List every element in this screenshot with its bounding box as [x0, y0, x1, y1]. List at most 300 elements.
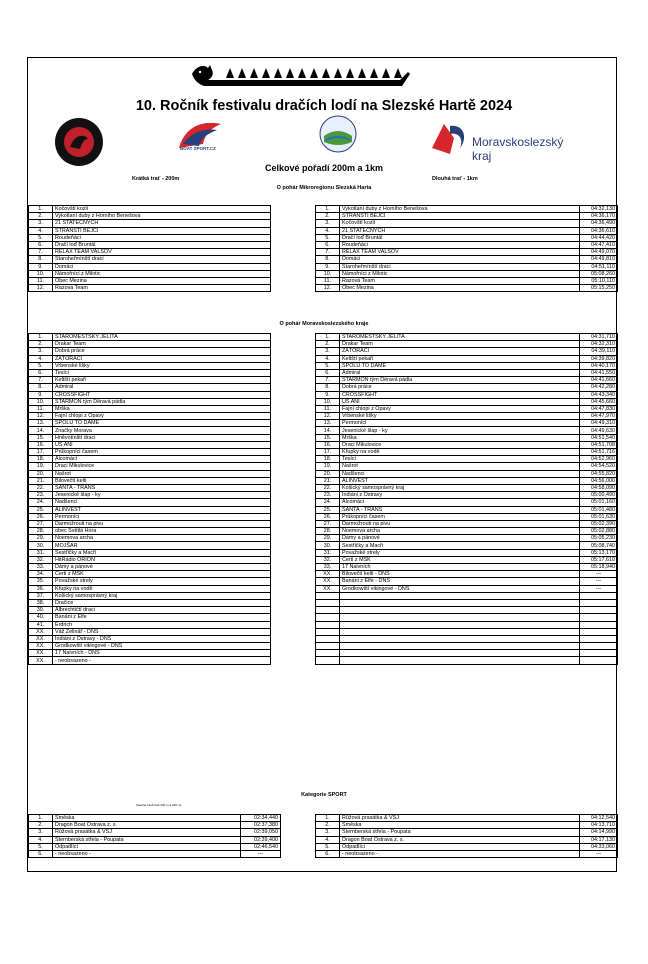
time-cell: 04:51,540	[580, 434, 618, 441]
team-name-cell: Růžová prasátka & VSJ	[340, 815, 580, 822]
rank-cell: 14.	[316, 427, 340, 434]
rank-cell: 1.	[29, 334, 53, 341]
team-name-cell: Dragon Boat Ostrava z. s.	[340, 836, 580, 843]
team-name-cell: Obec Mezina	[340, 285, 580, 292]
rank-cell: 22.	[316, 484, 340, 491]
rank-cell: 2.	[316, 213, 340, 220]
time-cell: 05:05,230	[580, 535, 618, 542]
rank-cell: 19.	[29, 463, 53, 470]
rank-cell: 5.	[316, 362, 340, 369]
time-cell: 04:40,170	[580, 362, 618, 369]
time-cell	[580, 643, 618, 650]
team-name-cell: Šternberská střela - Poupata	[340, 829, 580, 836]
team-name-cell: Jesenické šlap - ky	[340, 427, 580, 434]
time-cell: 04:17,130	[580, 836, 618, 843]
table-row	[29, 513, 271, 520]
team-name-cell: Tesíci	[53, 369, 271, 376]
table-row	[316, 449, 618, 456]
table-row	[316, 427, 618, 434]
time-cell: 02:34,440	[241, 815, 281, 822]
table-row	[29, 822, 281, 829]
time-cell: 04:47,970	[580, 413, 618, 420]
table-row	[29, 829, 281, 836]
table-row	[29, 815, 281, 822]
rank-cell: 21.	[316, 477, 340, 484]
time-cell: 04:55,820	[580, 470, 618, 477]
rank-cell: 40.	[29, 614, 53, 621]
table-row	[316, 614, 618, 621]
team-name-cell: Bilovečtí kelti - DNS	[340, 571, 580, 578]
rank-cell	[316, 643, 340, 650]
table-row	[316, 520, 618, 527]
table-row	[29, 499, 271, 506]
time-cell: 05:01,160	[580, 499, 618, 506]
rank-cell: 3.	[316, 220, 340, 227]
time-cell: 04:54,520	[580, 463, 618, 470]
table-row	[29, 650, 271, 657]
rank-cell: 32.	[29, 556, 53, 563]
table-row	[316, 592, 618, 599]
rank-cell: 2.	[29, 341, 53, 348]
team-name-cell: Považské strely	[53, 578, 271, 585]
region-logo-line1: Moravskoslezský	[472, 135, 564, 149]
team-name-cell: Staroheřmínští draci	[340, 263, 580, 270]
team-name-cell	[340, 635, 580, 642]
rank-cell: 9.	[316, 263, 340, 270]
table-row	[316, 362, 618, 369]
time-cell: 04:51,110	[580, 263, 618, 270]
rank-cell: 17.	[316, 449, 340, 456]
time-cell: 05:08,740	[580, 542, 618, 549]
rank-cell: 5.	[316, 843, 340, 850]
team-name-cell: STAROMĚSTSKÝ JELITA	[53, 334, 271, 341]
rank-cell	[316, 614, 340, 621]
time-cell: 04:36,490	[580, 220, 618, 227]
time-cell: 04:14,990	[580, 829, 618, 836]
rank-cell: 16.	[29, 441, 53, 448]
rank-cell: 16.	[316, 441, 340, 448]
time-cell: 02:37,380	[241, 822, 281, 829]
team-name-cell: Považské strely	[340, 549, 580, 556]
team-name-cell: Indiáni z Ostravy	[340, 492, 580, 499]
table-row	[316, 234, 618, 241]
rank-cell: 2.	[29, 213, 53, 220]
club-round-logo	[54, 117, 104, 167]
rank-cell: 13.	[29, 420, 53, 427]
team-name-cell: Námořníci z Milotic	[340, 270, 580, 277]
table-row	[29, 249, 271, 256]
team-name-cell: Dračí loď Bruntál	[53, 241, 271, 248]
rank-cell: 22.	[29, 484, 53, 491]
rank-cell: 2.	[29, 822, 53, 829]
time-cell: 05:01,630	[580, 513, 618, 520]
table-row	[29, 449, 271, 456]
team-name-cell: Směska	[340, 822, 580, 829]
rank-cell: 20.	[29, 470, 53, 477]
team-name-cell: Permoníci	[53, 513, 271, 520]
table-row	[316, 484, 618, 491]
team-name-cell: Značky Morava	[53, 427, 271, 434]
rank-cell: XX.	[29, 650, 53, 657]
rank-cell: 7.	[316, 377, 340, 384]
table-row	[316, 285, 618, 292]
time-cell: 05:17,610	[580, 556, 618, 563]
table-row	[29, 427, 271, 434]
table-row	[29, 463, 271, 470]
table-row	[316, 836, 618, 843]
time-cell: 04:33,060	[580, 843, 618, 850]
rank-cell: 12.	[316, 413, 340, 420]
table-row	[29, 657, 271, 664]
rank-cell: 31.	[29, 549, 53, 556]
time-cell	[580, 635, 618, 642]
table-row	[29, 256, 271, 263]
team-name-cell: ZÁTORÁCI	[53, 355, 271, 362]
time-cell: 05:18,940	[580, 564, 618, 571]
table-row	[29, 643, 271, 650]
table-row	[29, 441, 271, 448]
long-track-label: Dlouhá trať - 1km	[432, 176, 478, 182]
table-row	[29, 213, 271, 220]
table-row	[29, 277, 271, 284]
long-track-table-mikroregion	[315, 205, 618, 292]
team-name-cell: Hněvotínští draci	[53, 434, 271, 441]
short-track-table-sport	[28, 814, 281, 858]
rank-cell: 3.	[29, 348, 53, 355]
team-name-cell: Draci Mikulovice	[340, 441, 580, 448]
rank-cell: 27.	[316, 520, 340, 527]
time-cell: 04:51,716	[580, 449, 618, 456]
rank-cell: 24.	[29, 499, 53, 506]
rank-cell: 32.	[316, 556, 340, 563]
rank-cell: 9.	[316, 391, 340, 398]
table-row	[29, 621, 271, 628]
team-name-cell: Permoníci	[340, 420, 580, 427]
team-name-cell	[340, 643, 580, 650]
rank-cell: 3.	[29, 220, 53, 227]
table-row	[316, 585, 618, 592]
team-name-cell: Fajní chlopi z Opavy	[53, 413, 271, 420]
time-cell: 02:39,400	[241, 836, 281, 843]
table-row	[29, 506, 271, 513]
team-name-cell: Keltští pekaři	[53, 377, 271, 384]
team-name-cell: Vykotlaní duby z Horního Benešova	[53, 213, 271, 220]
table-row	[316, 456, 618, 463]
team-name-cell: Roudeňáci	[340, 241, 580, 248]
table-row	[29, 285, 271, 292]
team-name-cell: SANTA - TRANS	[53, 484, 271, 491]
table-row	[316, 549, 618, 556]
rank-cell: 1.	[316, 815, 340, 822]
team-name-cell: Noemova archa	[340, 528, 580, 535]
table-row	[29, 434, 271, 441]
team-name-cell	[340, 657, 580, 664]
table-row	[29, 270, 271, 277]
slezska-harta-logo	[318, 114, 358, 154]
table-row	[29, 362, 271, 369]
time-cell: ---	[580, 571, 618, 578]
team-name-cell: Vrbenské lišky	[53, 362, 271, 369]
table-row	[316, 635, 618, 642]
team-name-cell: Banáni z Elfe - DNS	[340, 578, 580, 585]
rank-cell: 30.	[29, 542, 53, 549]
boat-sport-logo-text: BOAT SPORT.CZ	[180, 146, 216, 151]
team-name-cell: - neobsazeno -	[340, 850, 580, 857]
table-row	[316, 506, 618, 513]
team-name-cell: Čerti z MSK	[53, 571, 271, 578]
table-row	[316, 213, 618, 220]
rank-cell: 3.	[316, 829, 340, 836]
rank-cell: 10.	[29, 398, 53, 405]
rank-cell	[316, 657, 340, 664]
team-name-cell: Dobrá práce	[53, 348, 271, 355]
table-row	[29, 549, 271, 556]
team-name-cell: - neobsazeno -	[53, 657, 271, 664]
team-name-cell: MOJŠÁR	[53, 542, 271, 549]
team-name-cell: Draci Mikulovice	[53, 463, 271, 470]
table-row	[316, 513, 618, 520]
table-row	[29, 535, 271, 542]
team-name-cell: CROSSFIGHT	[340, 391, 580, 398]
team-name-cell: Erdrich	[53, 621, 271, 628]
team-name-cell: SPOLU TO DÁME	[340, 362, 580, 369]
team-name-cell: ALINVEST	[53, 506, 271, 513]
time-cell: 04:31,710	[580, 334, 618, 341]
rank-cell	[316, 621, 340, 628]
section-title-sport: Kategorie SPORT	[301, 792, 347, 798]
table-row	[316, 829, 618, 836]
time-cell: 04:13,710	[580, 822, 618, 829]
table-row	[29, 420, 271, 427]
rank-cell: XX.	[316, 578, 340, 585]
team-name-cell: Admiral	[340, 369, 580, 376]
rank-cell	[316, 635, 340, 642]
team-name-cell: Drakar Team	[53, 341, 271, 348]
table-row	[316, 434, 618, 441]
team-name-cell	[340, 607, 580, 614]
table-row	[316, 441, 618, 448]
team-name-cell: STRÁNŠTÍ BEJCI	[53, 227, 271, 234]
rank-cell: 20.	[316, 470, 340, 477]
rank-cell: 1.	[29, 815, 53, 822]
rank-cell: XX.	[29, 643, 53, 650]
table-row	[29, 556, 271, 563]
table-row	[316, 850, 618, 857]
team-name-cell: Domáci	[53, 263, 271, 270]
table-row	[316, 528, 618, 535]
table-row	[316, 413, 618, 420]
time-cell: 05:02,880	[580, 528, 618, 535]
page-title: 10. Ročník festivalu dračích lodí na Slezské Hartě 2024	[135, 98, 513, 114]
table-row	[29, 635, 271, 642]
team-name-cell: Šternberská střela - Poupata	[53, 836, 241, 843]
rank-cell: 8.	[29, 384, 53, 391]
rank-cell: 26.	[29, 513, 53, 520]
time-cell: 04:58,090	[580, 484, 618, 491]
team-name-cell: Keltští pekaři	[340, 355, 580, 362]
table-row	[316, 341, 618, 348]
table-row	[29, 355, 271, 362]
team-name-cell	[340, 599, 580, 606]
rank-cell: 19.	[316, 463, 340, 470]
team-name-cell: Vykotlaní duby z Horního Benešova	[340, 206, 580, 213]
table-row	[316, 492, 618, 499]
team-name-cell: Banáni z Elfe	[53, 614, 271, 621]
team-name-cell: Alcomáci	[340, 499, 580, 506]
team-name-cell: CROSSFIGHT	[53, 391, 271, 398]
rank-cell: 15.	[29, 434, 53, 441]
table-row	[29, 628, 271, 635]
rank-cell: 27.	[29, 520, 53, 527]
time-cell: 04:36,610	[580, 227, 618, 234]
rank-cell: 25.	[316, 506, 340, 513]
time-cell: 04:39,110	[580, 348, 618, 355]
team-name-cell: STAROMĚSTSKÝ JELITA	[340, 334, 580, 341]
time-cell: 04:42,280	[580, 384, 618, 391]
rank-cell: 4.	[316, 836, 340, 843]
team-name-cell	[340, 614, 580, 621]
time-cell: 04:32,130	[580, 206, 618, 213]
table-row	[29, 384, 271, 391]
rank-cell: 11.	[316, 277, 340, 284]
team-name-cell: Křupky na vodě	[340, 449, 580, 456]
rank-cell: 11.	[29, 405, 53, 412]
table-row	[316, 348, 618, 355]
table-row	[316, 241, 618, 248]
table-row	[29, 484, 271, 491]
team-name-cell: Grodkowští vikingové - DNS	[53, 643, 271, 650]
rank-cell: 9.	[29, 263, 53, 270]
rank-cell: XX.	[29, 635, 53, 642]
table-row	[316, 270, 618, 277]
rank-cell: 6.	[29, 241, 53, 248]
rank-cell: 3.	[316, 348, 340, 355]
team-name-cell: Mrška	[340, 434, 580, 441]
team-name-cell: ALINVEST	[340, 477, 580, 484]
table-row	[29, 585, 271, 592]
short-track-table-mikroregion	[28, 205, 271, 292]
table-row	[29, 456, 271, 463]
team-name-cell: Sestřičky a Macři	[53, 549, 271, 556]
rank-cell: 7.	[316, 249, 340, 256]
team-name-cell: RELAX TEAM VALŠOV	[340, 249, 580, 256]
table-row	[316, 564, 618, 571]
team-name-cell: HitRádio ORION	[53, 556, 271, 563]
team-name-cell: Kočovští kozli	[340, 220, 580, 227]
team-name-cell	[340, 621, 580, 628]
team-name-cell: Růžová prasátka & VSJ	[53, 829, 241, 836]
team-name-cell: Sestřičky a Macři	[340, 542, 580, 549]
table-row	[316, 657, 618, 664]
rank-cell: 1.	[316, 334, 340, 341]
team-name-cell: Mrška	[53, 405, 271, 412]
table-row	[29, 592, 271, 599]
msk-region-logo	[430, 120, 470, 160]
rank-cell: 13.	[316, 420, 340, 427]
time-cell	[580, 607, 618, 614]
team-name-cell: Námořníci z Milotic	[53, 270, 271, 277]
table-row	[316, 621, 618, 628]
rank-cell: 35.	[29, 578, 53, 585]
short-track-table-msk	[28, 333, 271, 665]
team-name-cell: RELAX TEAM VALŠOV	[53, 249, 271, 256]
table-row	[29, 607, 271, 614]
team-name-cell	[340, 592, 580, 599]
team-name-cell: STARMON tým Děravá pádla	[340, 377, 580, 384]
table-row	[316, 578, 618, 585]
rank-cell: 5.	[316, 234, 340, 241]
time-cell: 04:44,420	[580, 234, 618, 241]
rank-cell: 23.	[316, 492, 340, 499]
rank-cell: 37.	[29, 592, 53, 599]
table-row	[316, 355, 618, 362]
time-cell	[580, 592, 618, 599]
rank-cell: 29.	[29, 535, 53, 542]
table-row	[316, 369, 618, 376]
rank-cell: XX.	[316, 585, 340, 592]
time-cell: 04:41,550	[580, 369, 618, 376]
table-row	[29, 578, 271, 585]
rank-cell: 34.	[29, 571, 53, 578]
team-name-cell: 21 STATEČNÝCH	[53, 220, 271, 227]
table-row	[29, 377, 271, 384]
time-cell: 05:13,170	[580, 549, 618, 556]
team-name-cell: Košický samosprávný kraj	[53, 592, 271, 599]
table-row	[29, 369, 271, 376]
table-row	[316, 556, 618, 563]
table-row	[316, 227, 618, 234]
table-row	[29, 413, 271, 420]
rank-cell: 39.	[29, 607, 53, 614]
time-cell	[580, 621, 618, 628]
team-name-cell: Domáci	[340, 256, 580, 263]
table-row	[316, 256, 618, 263]
rank-cell: 18.	[316, 456, 340, 463]
team-name-cell: Grodkowští vikingové - DNS	[340, 585, 580, 592]
team-name-cell: Albrechtičtí draci	[53, 607, 271, 614]
team-name-cell: SPOLU TO DÁME	[53, 420, 271, 427]
time-cell: 04:36,170	[580, 213, 618, 220]
long-track-table-sport	[315, 814, 618, 858]
team-name-cell: Roudeňáci	[53, 234, 271, 241]
time-cell	[580, 628, 618, 635]
rank-cell: 33.	[316, 564, 340, 571]
table-row	[316, 607, 618, 614]
team-name-cell: Průkopníci časem	[340, 513, 580, 520]
table-row	[29, 528, 271, 535]
table-row	[29, 470, 271, 477]
team-name-cell: Dámy a pánové	[53, 564, 271, 571]
table-row	[316, 405, 618, 412]
rank-cell: 31.	[316, 549, 340, 556]
team-name-cell: Staroheřmínští draci	[53, 256, 271, 263]
table-row	[316, 377, 618, 384]
team-name-cell: Dobrá práce	[340, 384, 580, 391]
rank-cell: 25.	[29, 506, 53, 513]
paddlers-icon	[222, 66, 402, 80]
time-cell: 04:49,310	[580, 420, 618, 427]
rank-cell: 4.	[29, 836, 53, 843]
team-name-cell: Směska	[53, 815, 241, 822]
team-name-cell: Nadšenci	[340, 470, 580, 477]
team-name-cell: Křupky na vodě	[53, 585, 271, 592]
rank-cell: 4.	[29, 355, 53, 362]
rank-cell: 10.	[29, 270, 53, 277]
rank-cell: 15.	[316, 434, 340, 441]
rank-cell: 5.	[29, 843, 53, 850]
time-cell	[580, 614, 618, 621]
table-row	[316, 477, 618, 484]
